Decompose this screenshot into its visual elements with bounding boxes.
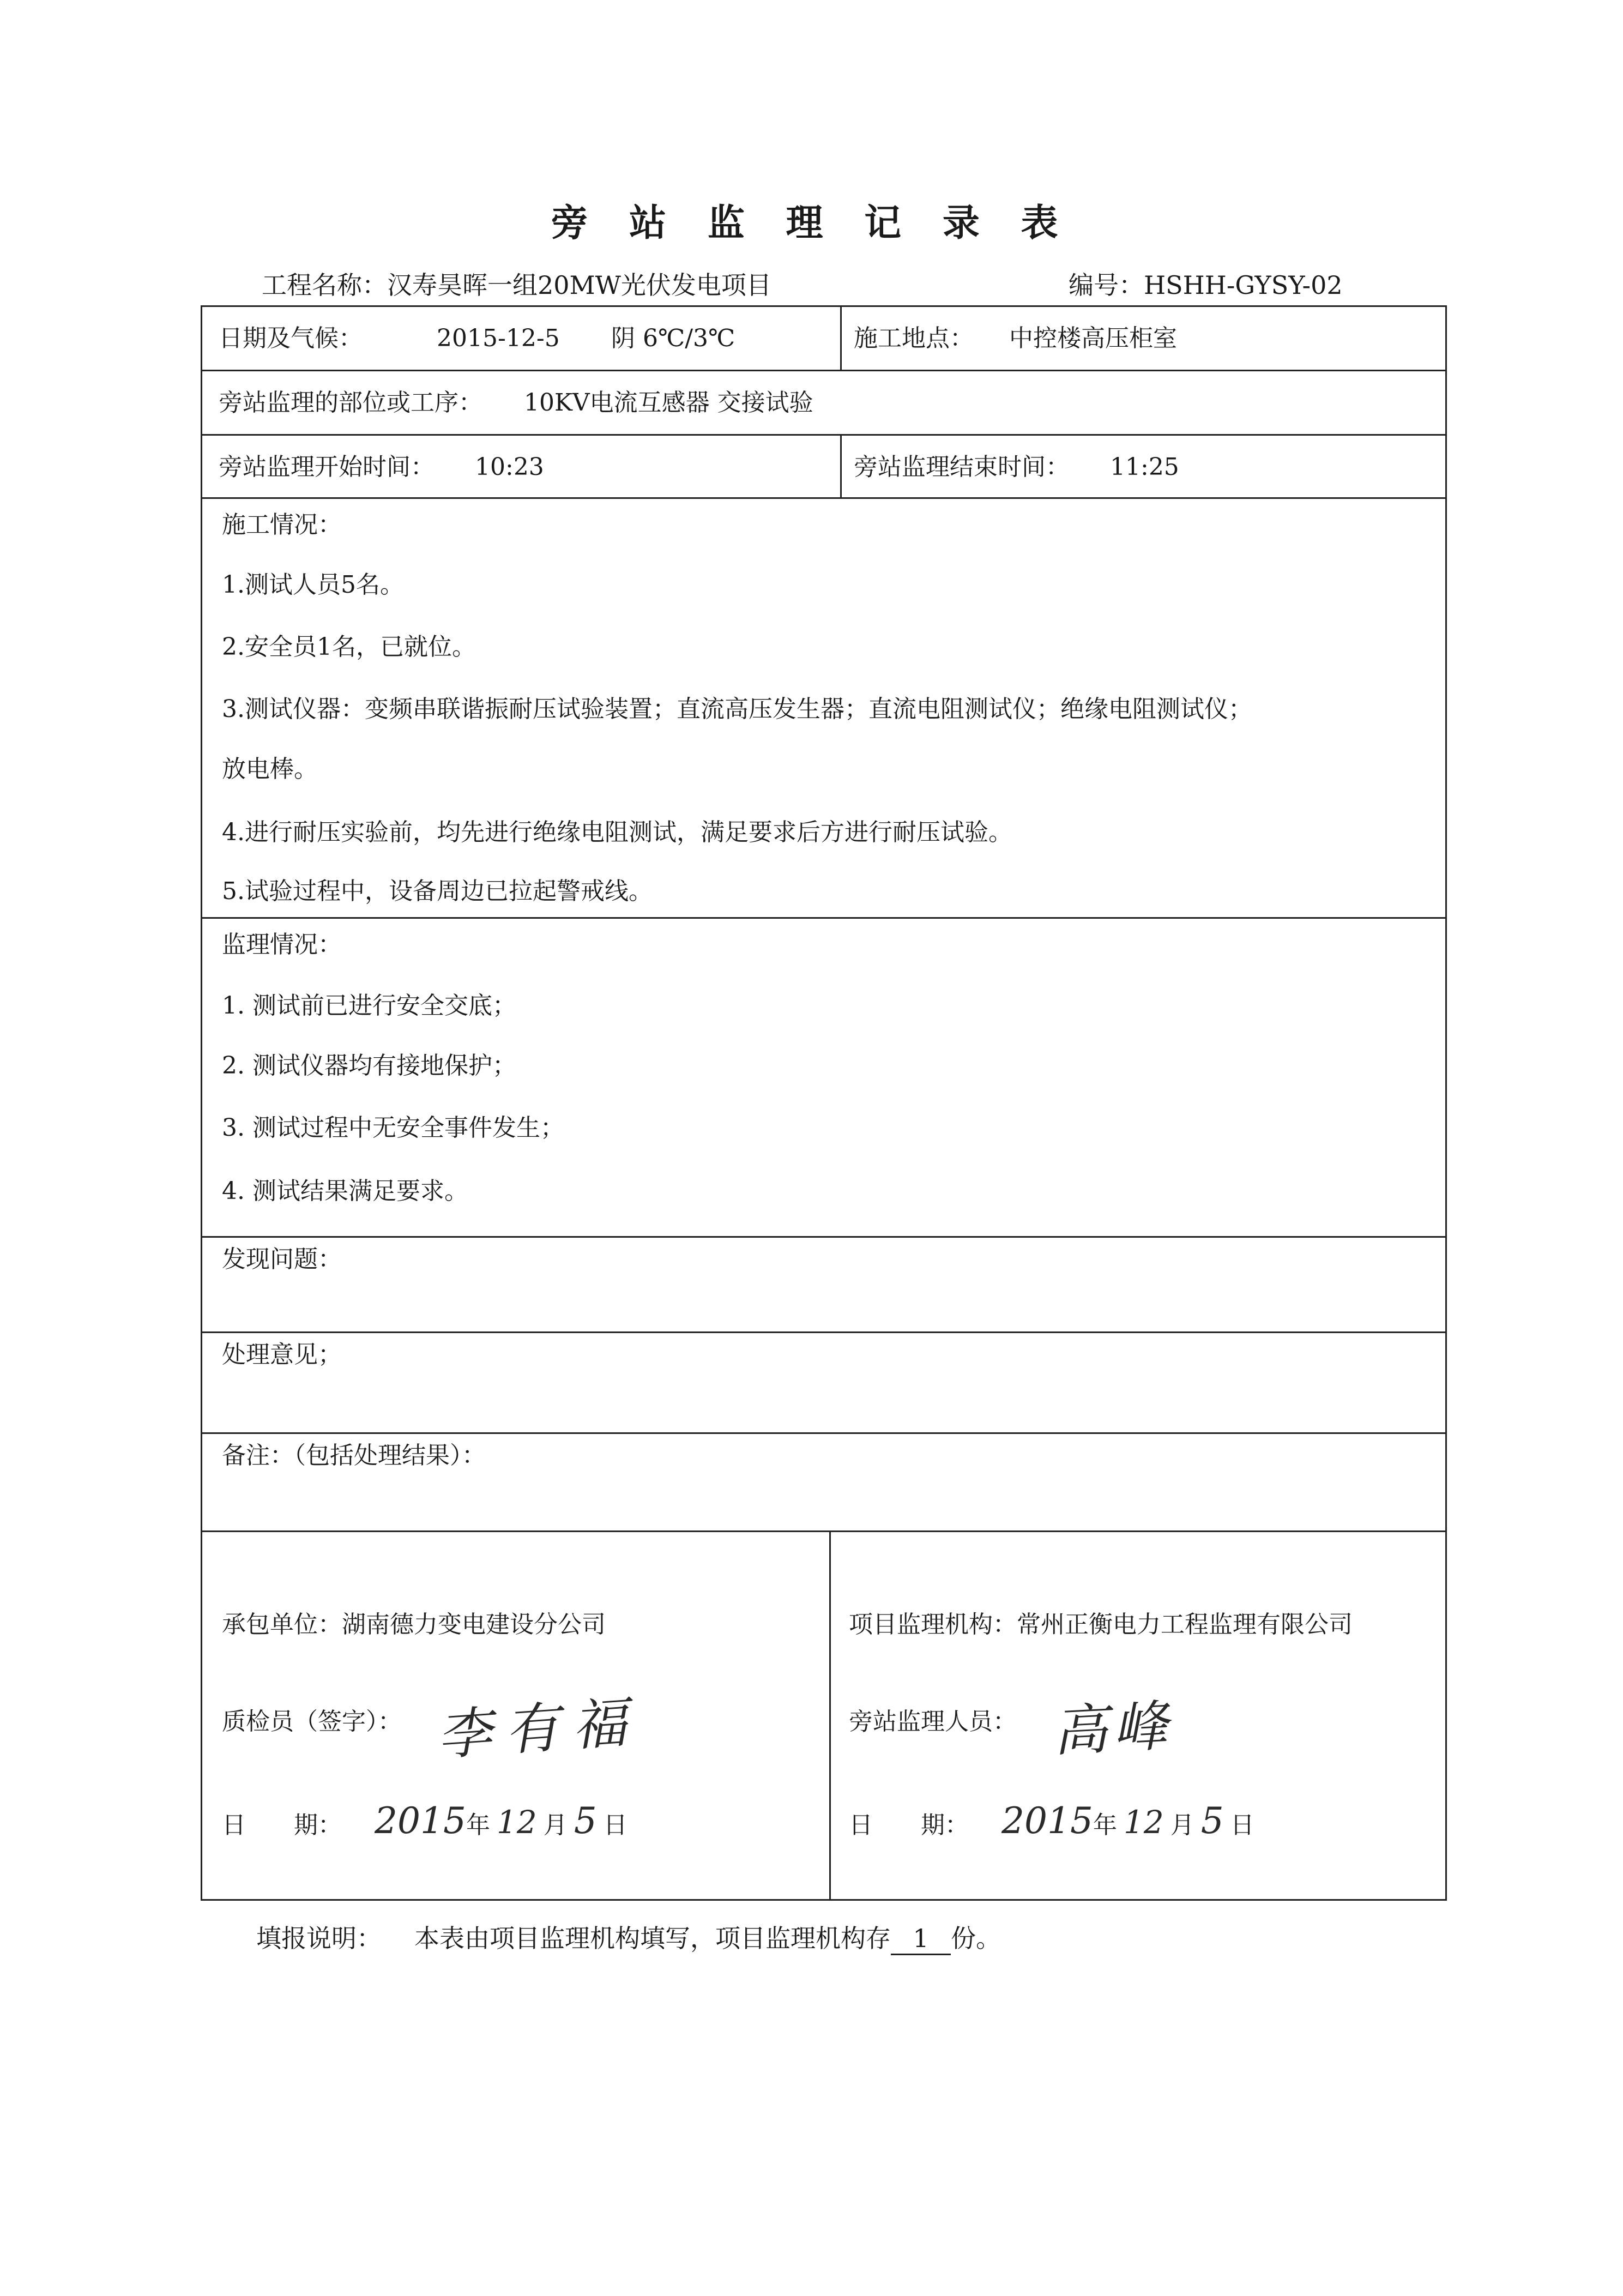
supervision-section	[202, 919, 1445, 1238]
contractor-date-year: 2015	[375, 1800, 466, 1842]
row-times	[202, 436, 1445, 499]
row-date-site	[202, 307, 1445, 371]
site-value: 中控楼高压柜室	[1009, 324, 1177, 352]
date-weather-label: 日期及气候：	[219, 324, 363, 352]
year-char: 年	[1093, 1811, 1117, 1839]
row-part-process	[202, 371, 1445, 436]
project-name: 汉寿昊晖一组20MW光伏发电项目	[387, 270, 771, 300]
fill-instructions	[256, 1919, 1001, 1957]
year-char: 年	[466, 1811, 490, 1839]
day-char: 日	[603, 1811, 628, 1839]
end-time-label: 旁站监理结束时间：	[854, 453, 1070, 481]
construction-section	[202, 499, 1445, 919]
footer-label: 填报说明：	[256, 1924, 382, 1953]
supervisor-date-day: 5	[1200, 1800, 1224, 1842]
footer-text: 本表由项目监理机构填写，项目监理机构存	[414, 1924, 891, 1953]
month-char: 月	[543, 1811, 568, 1839]
opinion-section	[202, 1333, 1445, 1434]
signature-divider	[829, 1532, 831, 1899]
signature-section	[202, 1532, 1445, 1899]
supervisor-date	[849, 1800, 1254, 1842]
row-divider	[840, 436, 842, 497]
copies-value: 1	[891, 1923, 951, 1955]
opinion-label: 处理意见；	[222, 1341, 342, 1369]
contractor-unit	[222, 1608, 606, 1641]
record-form	[201, 305, 1447, 1901]
number-header	[1069, 266, 1343, 304]
problems-section	[202, 1238, 1445, 1333]
supervisor-signature: 高峰	[1051, 1694, 1175, 1764]
end-time-value: 11:25	[1110, 453, 1179, 481]
supervisor-org-value: 常州正衡电力工程监理有限公司	[1017, 1611, 1353, 1638]
contractor-unit-label: 承包单位：	[222, 1611, 342, 1638]
start-time-value: 10:23	[475, 453, 544, 481]
project-header	[262, 266, 771, 304]
contractor-inspector-label: 质检员（签字）：	[222, 1708, 402, 1735]
construction-heading: 施工情况：	[222, 511, 342, 539]
remarks-label: 备注：（包括处理结果）：	[222, 1442, 486, 1469]
weather-value: 阴 6℃/3℃	[611, 324, 735, 352]
construction-item: 1.测试人员5名。	[222, 571, 404, 599]
contractor-date-label: 日 期：	[222, 1811, 342, 1839]
number-value: HSHH-GYSY-02	[1144, 270, 1343, 300]
page-title: 旁 站 监 理 记 录 表	[551, 201, 1072, 245]
site-label: 施工地点：	[854, 324, 974, 352]
contractor-unit-value: 湖南德力变电建设分公司	[342, 1611, 606, 1638]
remarks-section	[202, 1434, 1445, 1532]
supervisor-date-label: 日 期：	[849, 1811, 969, 1839]
supervision-item: 3. 测试过程中无安全事件发生；	[222, 1114, 564, 1142]
supervision-item: 2. 测试仪器均有接地保护；	[222, 1052, 516, 1080]
contractor-date-day: 5	[574, 1800, 597, 1842]
construction-item: 2.安全员1名，已就位。	[222, 633, 476, 661]
construction-item: 5.试验过程中，设备周边已拉起警戒线。	[222, 877, 653, 905]
contractor-date	[222, 1800, 628, 1842]
supervisor-org-label: 项目监理机构：	[849, 1611, 1017, 1638]
supervision-item: 1. 测试前已进行安全交底；	[222, 992, 516, 1020]
construction-item: 放电棒。	[222, 755, 318, 783]
supervisor-date-year: 2015	[1001, 1800, 1093, 1842]
supervision-heading: 监理情况：	[222, 931, 342, 959]
contractor-signature: 李有福	[435, 1690, 642, 1768]
supervisor-date-month: 12	[1123, 1804, 1164, 1841]
date-value: 2015-12-5	[437, 324, 560, 352]
row-divider	[840, 307, 842, 370]
contractor-date-month: 12	[496, 1804, 537, 1841]
month-char: 月	[1170, 1811, 1194, 1839]
problems-label: 发现问题：	[222, 1245, 342, 1273]
part-value: 10KV电流互感器 交接试验	[524, 389, 813, 417]
construction-item: 3.测试仪器：变频串联谐振耐压试验装置；直流高压发生器；直流电阻测试仪；绝缘电阻测试仪；	[222, 695, 1252, 723]
footer-text-end: 份。	[951, 1924, 1001, 1953]
supervisor-org	[849, 1608, 1353, 1641]
construction-item: 4.进行耐压实验前，均先进行绝缘电阻测试，满足要求后方进行耐压试验。	[222, 818, 1012, 846]
part-label: 旁站监理的部位或工序：	[219, 389, 482, 417]
project-label: 工程名称：	[262, 270, 387, 300]
supervision-item: 4. 测试结果满足要求。	[222, 1177, 468, 1205]
number-label: 编号：	[1069, 270, 1144, 300]
start-time-label: 旁站监理开始时间：	[219, 453, 435, 481]
day-char: 日	[1230, 1811, 1254, 1839]
supervisor-person-label: 旁站监理人员：	[849, 1708, 1017, 1735]
